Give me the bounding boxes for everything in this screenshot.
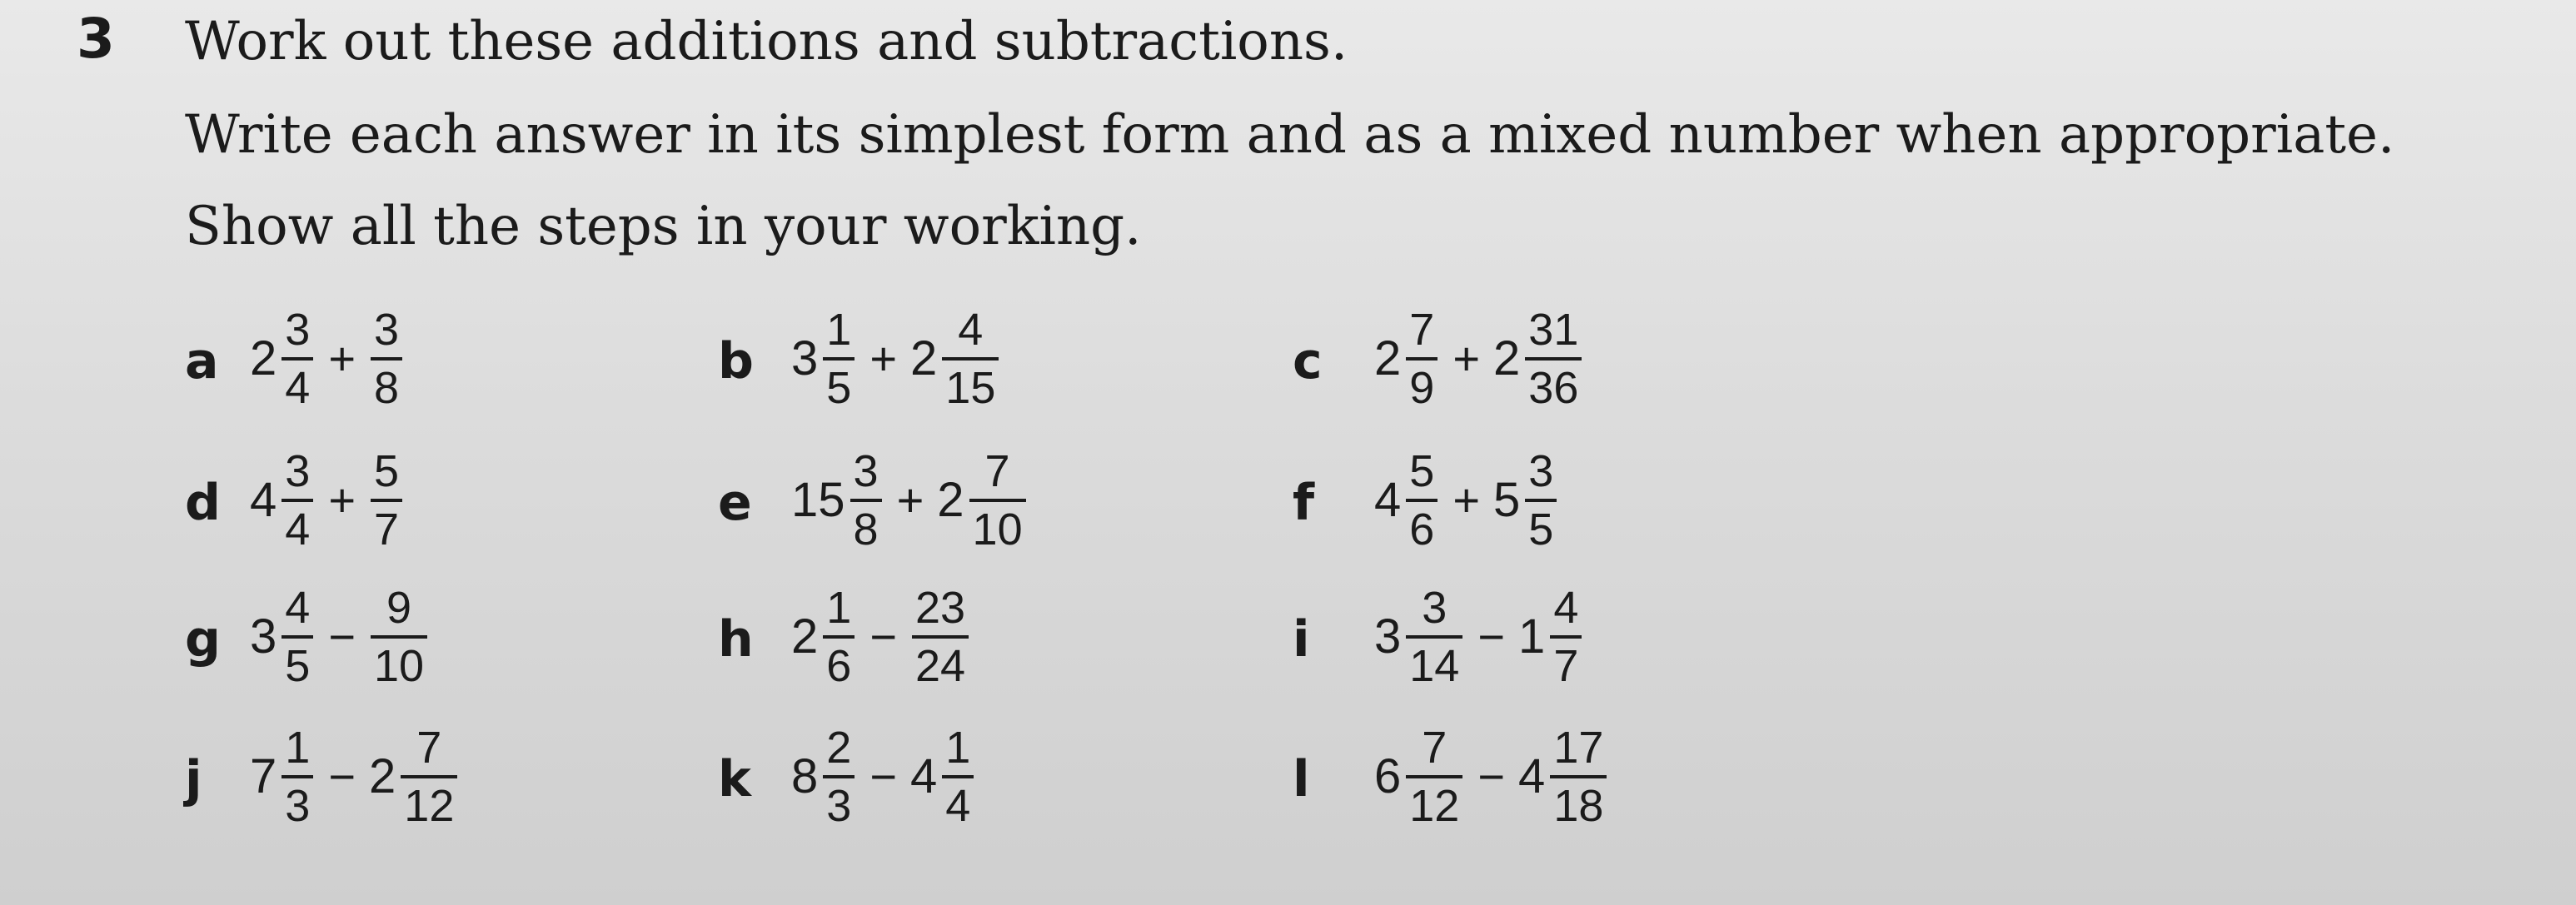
expression-c: [1374, 280, 1583, 438]
second-term-mixed-number: [910, 723, 975, 831]
expression-d: [250, 421, 404, 579]
second-term-numerator: 23: [915, 583, 966, 633]
second-term-denominator: 15: [945, 363, 996, 413]
first-term-whole: 2: [250, 331, 277, 385]
second-term-numerator: 17: [1553, 723, 1604, 773]
first-term-mixed-number: [250, 446, 315, 554]
second-term-mixed-number: [1518, 723, 1608, 831]
first-term-numerator: 1: [826, 305, 852, 355]
first-term-numerator: 3: [1422, 583, 1447, 633]
second-term-fraction-bar: [1550, 635, 1582, 639]
second-term-fraction-bar: [912, 635, 969, 639]
first-term-fraction: [823, 305, 855, 413]
second-term-fraction: [1525, 305, 1582, 413]
operator: +: [328, 332, 356, 385]
operator: −: [869, 610, 898, 663]
first-term-whole: 7: [250, 749, 277, 803]
first-term-denominator: 4: [285, 505, 311, 554]
first-term-mixed-number: [250, 723, 315, 831]
first-term-fraction: [282, 723, 313, 831]
first-term-whole: 15: [791, 473, 845, 527]
first-term-fraction-bar: [1406, 357, 1437, 361]
part-label-a: a: [185, 332, 219, 390]
first-term-denominator: 6: [1409, 505, 1435, 554]
operator: −: [328, 610, 356, 663]
second-term-numerator: 5: [374, 446, 400, 496]
second-term-whole: 2: [937, 473, 964, 527]
second-term-fraction-bar: [401, 775, 457, 778]
second-term-fraction: [969, 446, 1026, 554]
part-label-l: l: [1293, 750, 1310, 808]
operator: +: [328, 474, 356, 526]
operator: +: [896, 474, 924, 526]
first-term-numerator: 7: [1409, 305, 1435, 355]
second-term-denominator: 7: [374, 505, 400, 554]
first-term-numerator: 3: [285, 446, 311, 496]
second-term-mixed-number: [1493, 305, 1583, 413]
second-term-fraction-bar: [942, 357, 999, 361]
first-term-whole: 4: [250, 473, 277, 527]
first-term-fraction-bar: [282, 635, 313, 639]
first-term-whole: 2: [1374, 331, 1402, 385]
part-label-j: j: [185, 750, 202, 808]
first-term-fraction: [282, 585, 313, 689]
first-term-numerator: 7: [1422, 723, 1447, 773]
first-term-denominator: 5: [285, 641, 311, 691]
second-term-denominator: 24: [915, 641, 966, 691]
second-term-denominator: 7: [1553, 641, 1579, 691]
first-term-mixed-number: [791, 723, 856, 831]
second-term-numerator: 31: [1528, 305, 1579, 355]
first-term-mixed-number: [791, 305, 856, 413]
first-term-mixed-number: [1374, 305, 1439, 413]
first-term-denominator: 3: [826, 781, 852, 831]
second-term-mixed-number: [369, 446, 404, 554]
expression-b: [791, 280, 1000, 438]
first-term-mixed-number: [1374, 446, 1439, 554]
first-term-mixed-number: [791, 446, 884, 554]
operator: −: [869, 750, 898, 803]
question-number: 3: [77, 7, 115, 71]
first-term-whole: 3: [250, 609, 277, 664]
second-term-whole: 2: [369, 749, 396, 803]
second-term-mixed-number: [369, 723, 459, 831]
part-label-f: f: [1293, 474, 1315, 532]
instruction-line-3: Show all the steps in your working.: [185, 196, 1142, 257]
second-term-numerator: 4: [958, 305, 984, 355]
second-term-mixed-number: [937, 446, 1027, 554]
second-term-whole: 4: [910, 749, 938, 803]
second-term-denominator: 10: [374, 641, 425, 691]
first-term-denominator: 14: [1409, 641, 1460, 691]
first-term-whole: 4: [1374, 473, 1402, 527]
first-term-fraction: [1406, 446, 1437, 554]
second-term-fraction: [1550, 723, 1607, 831]
second-term-numerator: 1: [945, 723, 971, 773]
second-term-fraction-bar: [371, 635, 427, 639]
second-term-numerator: 4: [1553, 583, 1579, 633]
first-term-fraction: [823, 585, 855, 689]
second-term-denominator: 18: [1553, 781, 1604, 831]
first-term-fraction-bar: [282, 357, 313, 361]
first-term-fraction-bar: [282, 775, 313, 778]
second-term-fraction: [401, 723, 457, 831]
first-term-denominator: 4: [285, 363, 311, 413]
second-term-fraction: [371, 305, 402, 413]
second-term-numerator: 3: [374, 305, 400, 355]
part-label-g: g: [185, 610, 221, 669]
first-term-fraction-bar: [850, 499, 882, 502]
second-term-whole: 1: [1518, 609, 1546, 664]
first-term-mixed-number: [791, 585, 856, 689]
first-term-denominator: 3: [285, 781, 311, 831]
second-term-denominator: 4: [945, 781, 971, 831]
operator: −: [1477, 750, 1506, 803]
second-term-fraction: [371, 446, 402, 554]
first-term-fraction-bar: [1406, 499, 1437, 502]
second-term-fraction-bar: [371, 357, 402, 361]
first-term-denominator: 5: [826, 363, 852, 413]
second-term-denominator: 5: [1528, 505, 1554, 554]
first-term-whole: 6: [1374, 749, 1402, 803]
first-term-whole: 2: [791, 609, 819, 664]
first-term-numerator: 1: [285, 723, 311, 773]
first-term-fraction-bar: [823, 635, 855, 639]
first-term-fraction-bar: [823, 357, 855, 361]
operator: +: [869, 332, 898, 385]
second-term-mixed-number: [910, 585, 970, 689]
second-term-fraction-bar: [1525, 499, 1557, 502]
second-term-numerator: 9: [386, 583, 412, 633]
second-term-fraction-bar: [1550, 775, 1607, 778]
part-label-i: i: [1293, 610, 1310, 669]
part-label-c: c: [1293, 332, 1323, 390]
expression-g: [250, 558, 429, 716]
expression-f: [1374, 421, 1558, 579]
second-term-fraction-bar: [942, 775, 974, 778]
expression-k: [791, 698, 975, 856]
second-term-mixed-number: [369, 305, 404, 413]
second-term-whole: 5: [1493, 473, 1521, 527]
first-term-fraction-bar: [823, 775, 855, 778]
operator: −: [328, 750, 356, 803]
first-term-denominator: 6: [826, 641, 852, 691]
second-term-denominator: 36: [1528, 363, 1579, 413]
first-term-fraction-bar: [1406, 635, 1462, 639]
second-term-fraction-bar: [371, 499, 402, 502]
second-term-fraction: [1525, 446, 1557, 554]
first-term-fraction-bar: [1406, 775, 1462, 778]
second-term-numerator: 7: [984, 446, 1010, 496]
part-label-e: e: [718, 474, 752, 532]
first-term-denominator: 8: [853, 505, 879, 554]
second-term-numerator: 3: [1528, 446, 1554, 496]
first-term-fraction: [282, 446, 313, 554]
operator: −: [1477, 610, 1506, 663]
second-term-fraction-bar: [1525, 357, 1582, 361]
second-term-numerator: 7: [416, 723, 442, 773]
first-term-fraction: [282, 305, 313, 413]
second-term-mixed-number: [1518, 585, 1583, 689]
second-term-mixed-number: [1493, 446, 1558, 554]
first-term-fraction: [1406, 723, 1462, 831]
expression-j: [250, 698, 459, 856]
first-term-numerator: 3: [285, 305, 311, 355]
part-label-h: h: [718, 610, 754, 669]
second-term-mixed-number: [369, 585, 429, 689]
second-term-denominator: 12: [404, 781, 455, 831]
second-term-whole: 4: [1518, 749, 1546, 803]
first-term-fraction-bar: [282, 499, 313, 502]
first-term-fraction: [823, 723, 855, 831]
first-term-numerator: 2: [826, 723, 852, 773]
second-term-denominator: 8: [374, 363, 400, 413]
first-term-fraction: [1406, 305, 1437, 413]
first-term-mixed-number: [250, 305, 315, 413]
operator: +: [1452, 474, 1481, 526]
first-term-fraction: [1406, 585, 1462, 689]
first-term-denominator: 9: [1409, 363, 1435, 413]
part-label-d: d: [185, 474, 221, 532]
first-term-whole: 8: [791, 749, 819, 803]
first-term-numerator: 5: [1409, 446, 1435, 496]
first-term-whole: 3: [791, 331, 819, 385]
first-term-fraction: [850, 446, 882, 554]
expression-e: [791, 421, 1028, 579]
first-term-whole: 3: [1374, 609, 1402, 664]
second-term-fraction-bar: [969, 499, 1026, 502]
expression-h: [791, 558, 970, 716]
first-term-mixed-number: [1374, 723, 1464, 831]
second-term-fraction: [912, 585, 969, 689]
first-term-mixed-number: [250, 585, 315, 689]
part-label-k: k: [718, 750, 751, 808]
operator: +: [1452, 332, 1481, 385]
second-term-mixed-number: [910, 305, 1000, 413]
second-term-whole: 2: [1493, 331, 1521, 385]
instruction-line-1: Work out these additions and subtractions.: [185, 11, 1348, 72]
second-term-fraction: [942, 723, 974, 831]
expression-i: [1374, 558, 1583, 716]
part-label-b: b: [718, 332, 754, 390]
second-term-denominator: 10: [972, 505, 1023, 554]
first-term-numerator: 3: [853, 446, 879, 496]
first-term-numerator: 1: [826, 583, 852, 633]
expression-l: [1374, 698, 1608, 856]
instruction-line-2: Write each answer in its simplest form and as a mixed number when appropriate.: [185, 104, 2395, 166]
first-term-denominator: 12: [1409, 781, 1460, 831]
second-term-fraction: [942, 305, 999, 413]
first-term-numerator: 4: [285, 583, 311, 633]
first-term-mixed-number: [1374, 585, 1464, 689]
second-term-whole: 2: [910, 331, 938, 385]
second-term-fraction: [1550, 585, 1582, 689]
second-term-fraction: [371, 585, 427, 689]
expression-a: [250, 280, 404, 438]
